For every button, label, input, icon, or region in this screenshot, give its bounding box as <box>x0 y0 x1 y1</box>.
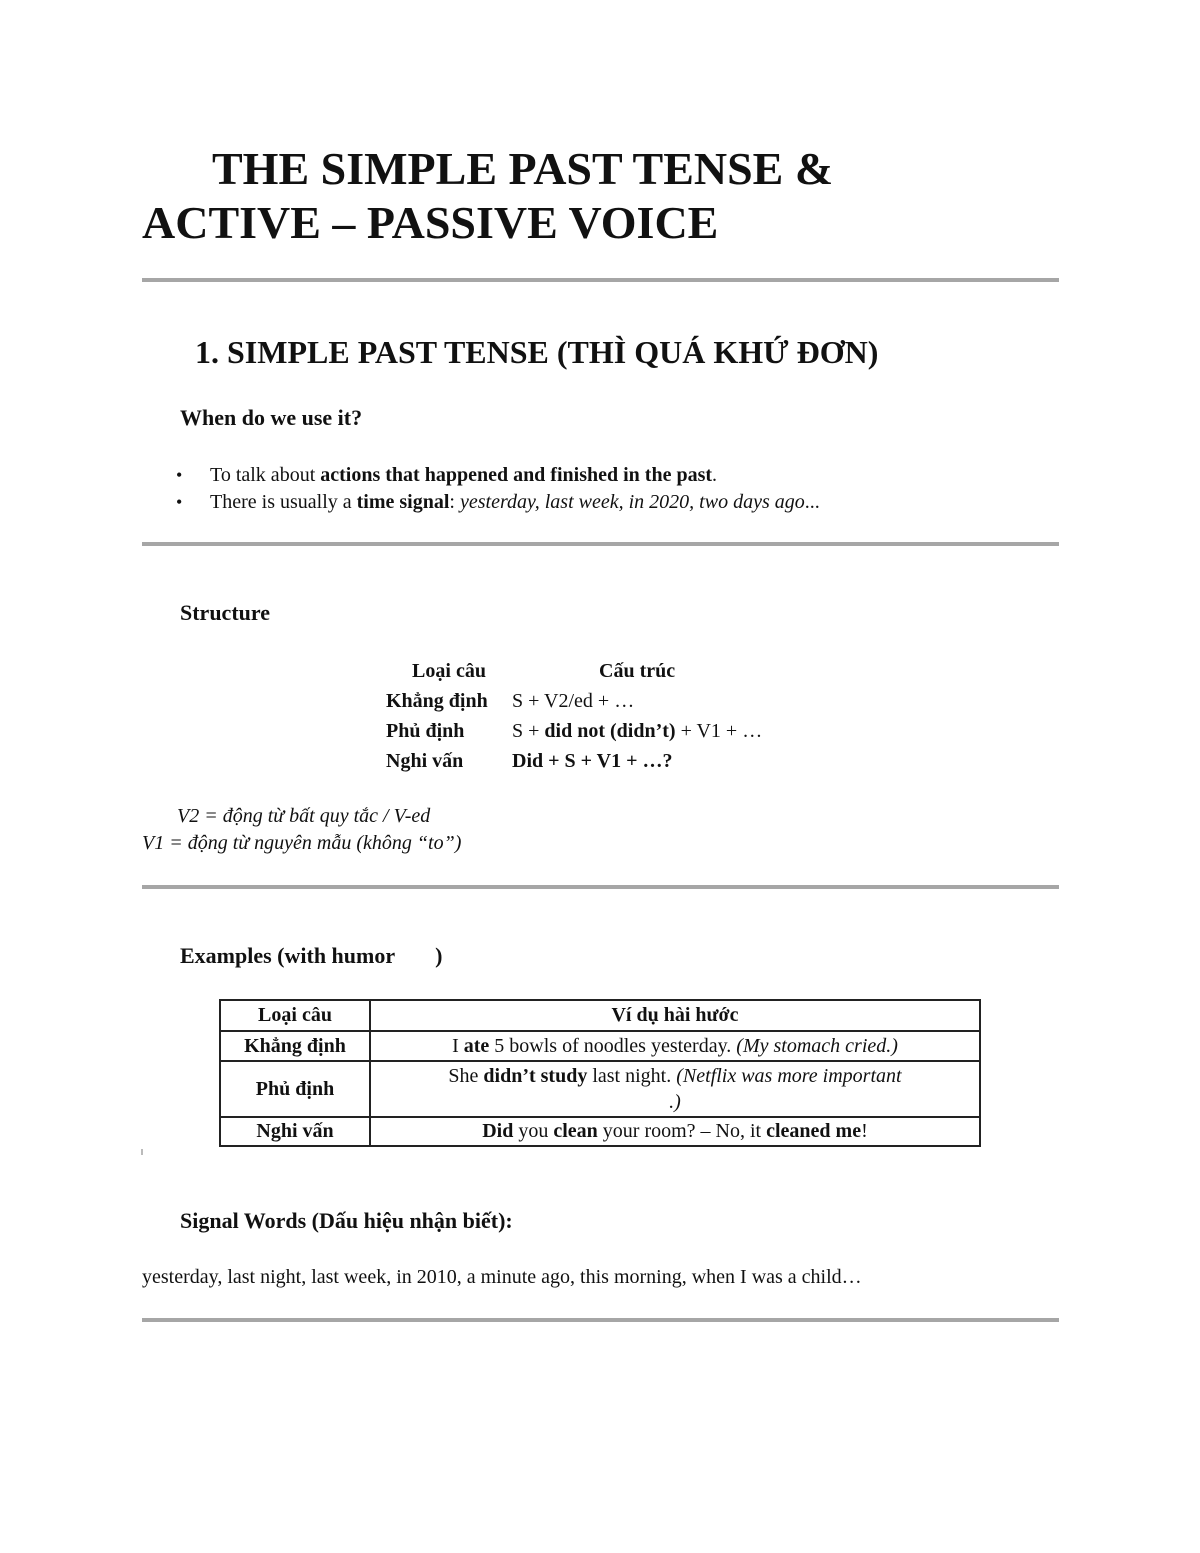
divider-2 <box>142 542 1059 546</box>
divider-4 <box>142 1318 1059 1322</box>
margin-mark <box>141 1149 143 1155</box>
examples-row-affirmative: Khẳng định I ate 5 bowls of noodles yesterday. (My stomach cried.) <box>220 1031 980 1061</box>
usage-list <box>172 462 820 516</box>
signal-words-text: yesterday, last night, last week, in 2010, a minute ago, this morning, when I was a child… <box>142 1266 862 1288</box>
bullet-dot-icon: • <box>176 465 183 485</box>
examples-row-question: Nghi vấn Did you clean your room? – No, it cleaned me! <box>220 1117 980 1146</box>
structure-header-row <box>386 656 762 686</box>
examples-table <box>219 999 981 1147</box>
examples-col-example: Ví dụ hài hước <box>370 1000 980 1031</box>
structure-row-affirmative: Khẳng định S + V2/ed + … <box>386 689 635 712</box>
structure-col-type: Loại câu <box>412 659 486 682</box>
usage-bullet-2: • There is usually a time signal: yesterday, last week, in 2020, two days ago... <box>172 489 820 516</box>
title-line-2: ACTIVE – PASSIVE VOICE <box>142 197 719 248</box>
note-v1: V1 = động từ nguyên mẫu (không “to”) <box>142 832 462 854</box>
divider-1 <box>142 278 1059 282</box>
structure-table <box>386 656 762 776</box>
title-line-1: THE SIMPLE PAST TENSE & <box>212 143 834 194</box>
structure-row-question: Nghi vấn Did + S + V1 + …? <box>386 749 673 772</box>
examples-heading: Examples (with humor ) <box>180 943 443 968</box>
usage-bullet-1: • To talk about actions that happened and finished in the past. <box>172 462 820 489</box>
structure-col-structure: Cấu trúc <box>599 659 676 682</box>
examples-header-row <box>220 1000 980 1031</box>
signal-words-heading: Signal Words (Dấu hiệu nhận biết): <box>180 1208 513 1233</box>
section-heading: 1. SIMPLE PAST TENSE (THÌ QUÁ KHỨ ĐƠN) <box>195 334 879 370</box>
note-v2: V2 = động từ bất quy tắc / V-ed <box>177 805 431 827</box>
divider-3 <box>142 885 1059 889</box>
structure-row-negative: Phủ định S + did not (didn’t) + V1 + … <box>386 719 763 742</box>
when-heading: When do we use it? <box>180 405 363 430</box>
bullet-dot-icon: • <box>176 492 183 512</box>
document-title <box>142 142 1072 250</box>
structure-heading: Structure <box>180 600 271 625</box>
examples-col-type: Loại câu <box>220 1000 370 1031</box>
examples-row-negative: Phủ định She didn’t study last night. (Netflix was more important .) <box>220 1061 980 1117</box>
